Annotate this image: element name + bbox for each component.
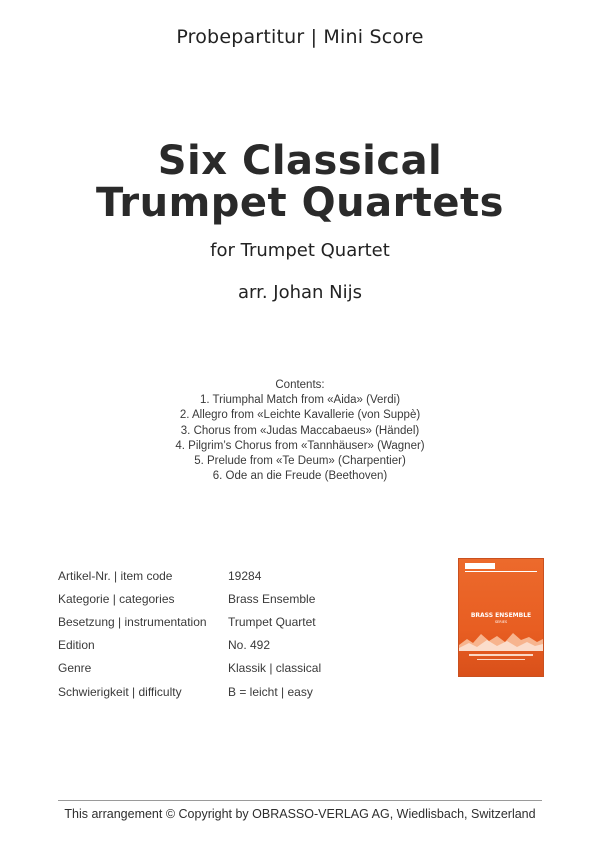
cover-thumbnail — [459, 559, 543, 676]
title-line-1: Six Classical — [157, 138, 443, 184]
contents-item: 3. Chorus from «Judas Maccabaeus» (Händel) — [180, 424, 420, 437]
info-value: No. 492 — [228, 638, 271, 653]
copyright-notice: This arrangement © Copyright by OBRASSO-VERLAG AG, Wiedlisbach, Switzerland — [64, 807, 536, 821]
arranger: arr. Johan Nijs — [237, 282, 363, 303]
info-label: Edition — [58, 638, 95, 653]
info-row — [58, 634, 398, 657]
info-value: Brass Ensemble — [228, 591, 316, 606]
info-label: Kategorie | categories — [58, 591, 175, 606]
contents-list — [0, 378, 600, 484]
info-row — [58, 587, 398, 610]
contents-item: 5. Prelude from «Te Deum» (Charpentier) — [194, 455, 406, 468]
info-row — [58, 657, 398, 680]
cover-divider — [465, 571, 537, 572]
info-row — [58, 680, 398, 703]
page-header: Probepartitur | Mini Score — [176, 26, 424, 48]
page-title — [0, 140, 600, 224]
cover-subtitle: SERIES — [494, 620, 508, 624]
publisher-logo — [465, 563, 495, 569]
contents-item: 6. Ode an die Freude (Beethoven) — [212, 470, 388, 483]
contents-item: 4. Pilgrim’s Chorus from «Tannhäuser» (Wagner) — [175, 439, 425, 452]
info-value: Klassik | classical — [228, 661, 322, 676]
info-row — [58, 564, 398, 587]
footer-divider — [58, 800, 542, 801]
info-value: B = leicht | easy — [228, 684, 313, 699]
title-line-2: Trumpet Quartets — [96, 180, 504, 226]
info-label: Schwierigkeit | difficulty — [58, 684, 182, 699]
info-label: Genre — [58, 661, 92, 676]
contents-item: 2. Allegro from «Leichte Kavallerie (von Suppè) — [179, 409, 421, 422]
contents-heading: Contents: — [275, 379, 325, 391]
info-value: Trumpet Quartet — [228, 614, 316, 629]
cover-text-line — [477, 659, 525, 660]
info-label: Besetzung | instrumentation — [58, 614, 207, 629]
cover-text-line — [469, 654, 533, 656]
cover-title: BRASS ENSEMBLE — [470, 612, 532, 619]
info-row — [58, 610, 398, 633]
contents-item: 1. Triumphal Match from «Aida» (Verdi) — [199, 394, 401, 407]
info-value: 19284 — [228, 568, 262, 583]
instrumentation-subtitle: for Trumpet Quartet — [210, 240, 390, 261]
info-label: Artikel-Nr. | item code — [58, 568, 173, 583]
mountain-icon — [459, 629, 543, 651]
info-table — [58, 564, 398, 703]
